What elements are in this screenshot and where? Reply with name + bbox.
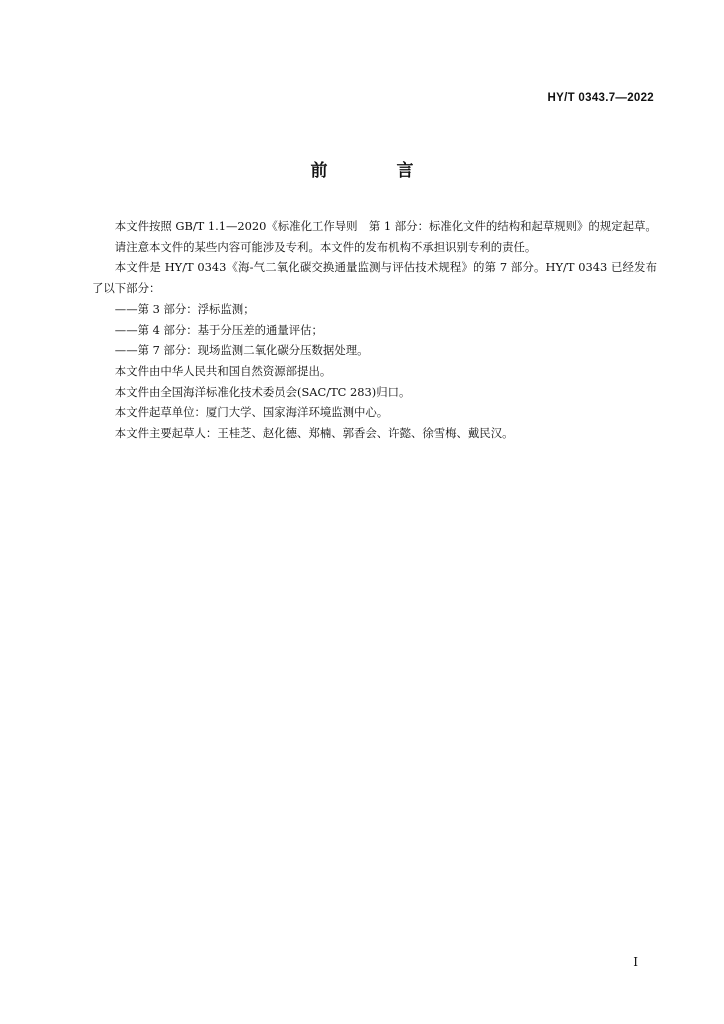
paragraph-drafters: 本文件主要起草人：王桂芝、赵化德、郑楠、郭香会、许懿、徐雪梅、戴民汉。 <box>114 426 514 441</box>
page-title: 前 言 <box>310 161 440 181</box>
paragraph-drafting-basis: 本文件按照 GB/T 1.1—2020《标准化工作导则 第 1 部分：标准化文件的结构和起草规则》的规定起草。 <box>114 219 657 233</box>
paragraph-drafting-units: 本文件起草单位：厦门大学、国家海洋环境监测中心。 <box>114 405 389 420</box>
paragraph-proposer: 本文件由中华人民共和国自然资源部提出。 <box>114 363 332 378</box>
page-number: I <box>633 955 638 969</box>
list-item-part-4: ——第 4 部分：基于分压差的通量评估； <box>114 322 323 337</box>
foreword-body <box>92 216 657 444</box>
list-item-part-7: ——第 7 部分：现场监测二氧化碳分压数据处理。 <box>114 343 369 358</box>
paragraph-series-info: 本文件是 HY/T 0343《海-气二氧化碳交换通量监测与评估技术规程》的第 7 部分。HY/T 0343 已经发布了以下部分： <box>92 260 657 296</box>
standard-code: HY/T 0343.7—2022 <box>547 92 654 104</box>
paragraph-patent-notice: 请注意本文件的某些内容可能涉及专利。本文件的发布机构不承担识别专利的责任。 <box>114 239 537 254</box>
paragraph-committee: 本文件由全国海洋标准化技术委员会(SAC/TC 283)归口。 <box>114 384 411 399</box>
list-item-part-3: ——第 3 部分：浮标监测； <box>114 301 255 316</box>
